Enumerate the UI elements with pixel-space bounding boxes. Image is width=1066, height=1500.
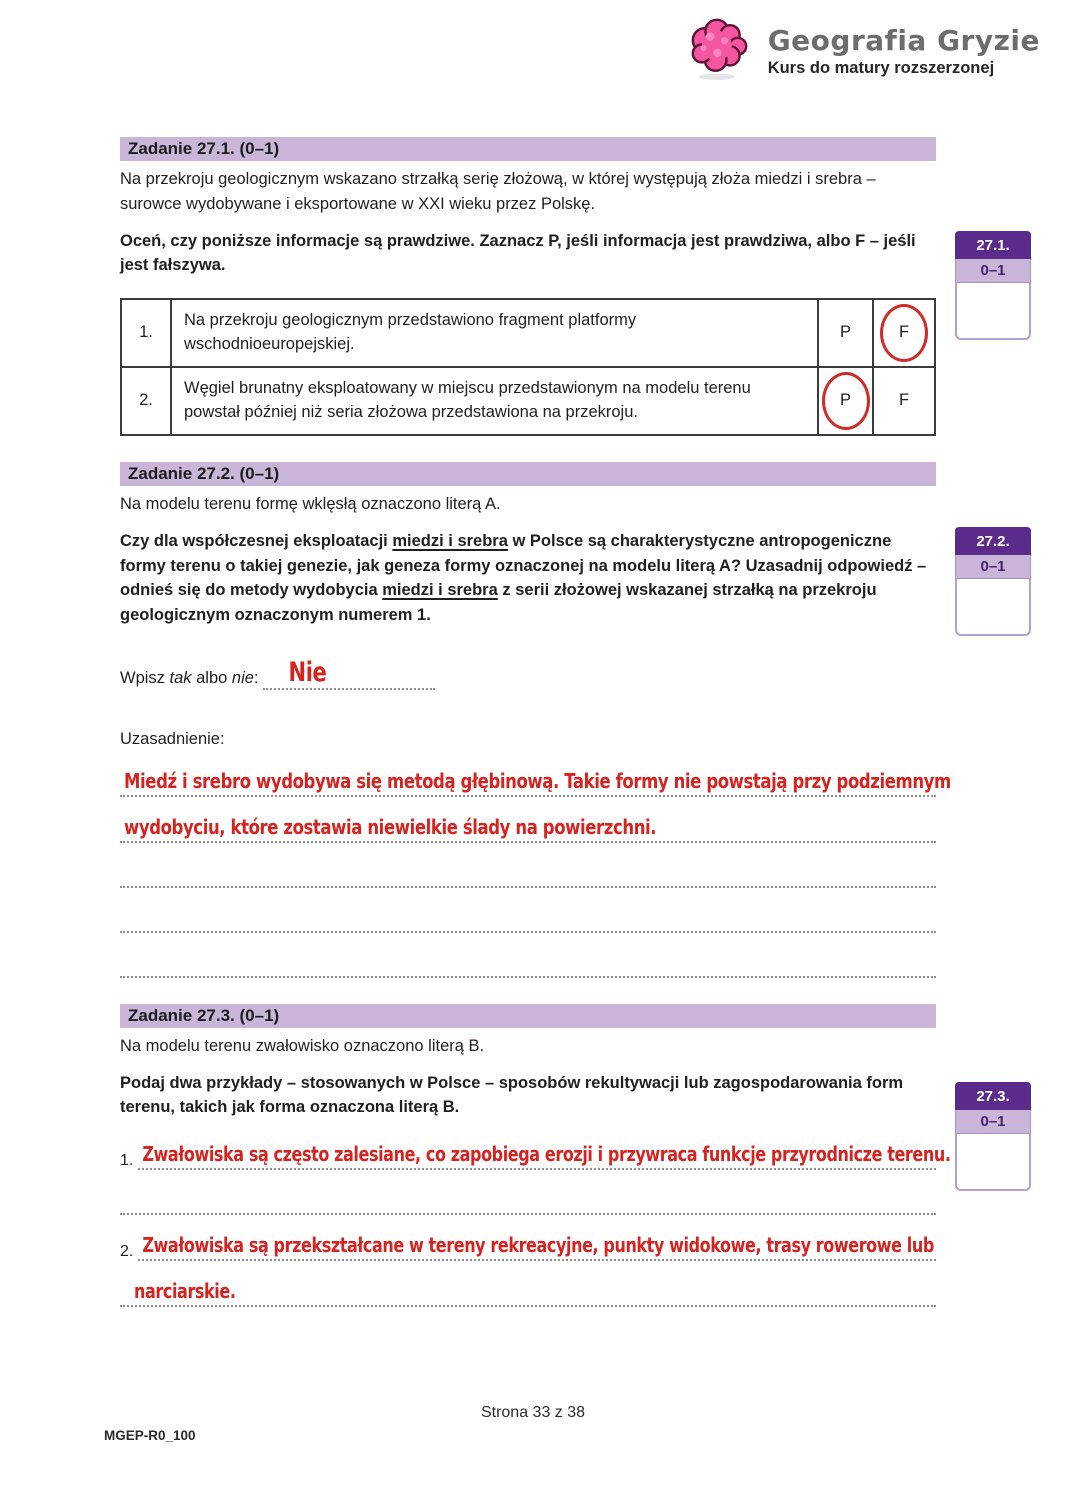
score-box-points: 0–1 [955, 555, 1031, 578]
prompt-text: z serii złożowej wskazanej strzałką na przekroju geologicznym oznaczonym numerem 1. [120, 581, 877, 624]
answer-1-line-2[interactable] [120, 1170, 936, 1215]
task-27-2-intro: Na modelu terenu formę wklęsłą oznaczono literą A. [120, 495, 501, 513]
empty-answer-line[interactable] [120, 843, 936, 888]
page-number: Strona 33 z 38 [480, 1404, 586, 1421]
score-box-27-3 [955, 1082, 1031, 1191]
prompt-underlined: miedzi i srebra [382, 581, 498, 600]
statement-text: Na przekroju geologicznym przedstawiono fragment platformy wschodnioeuropejskiej. [171, 299, 818, 367]
task-27-3-header: Zadanie 27.3. (0–1) [120, 1004, 936, 1028]
task-27-1-prompt: Oceń, czy poniższe informacje są prawdziwe. Zaznacz P, jeśli informacja jest prawdziwa, albo F – jeśli jest fałszywa. [120, 231, 916, 275]
task-27-3-intro: Na modelu terenu zwałowisko oznaczono literą B. [120, 1036, 485, 1055]
prompt-text: w Polsce są charakterystyczne antropogeniczne formy terenu o takiej genezie, jak geneza formy oznaczonej na modelu literą A? Uzasadnij odpowiedź – odnieś się do metody wydobycia [120, 531, 927, 600]
empty-answer-line[interactable] [120, 888, 936, 933]
row-number: 1. [121, 299, 171, 367]
justification-line-1[interactable] [120, 751, 951, 797]
answer-number: 1. [120, 1152, 134, 1170]
task-27-2-header: Zadanie 27.2. (0–1) [120, 462, 936, 486]
brand-title: Geografia Gryzie [767, 23, 1040, 57]
true-false-table [120, 298, 936, 436]
choice-f-row1[interactable]: F [873, 299, 935, 367]
table-row [121, 299, 935, 367]
score-box-label: 27.2. [955, 527, 1031, 555]
answer-2-line-1[interactable] [120, 1215, 936, 1261]
answer-1-line-1[interactable] [120, 1124, 951, 1170]
brain-icon [682, 14, 754, 87]
score-box-points: 0–1 [955, 1110, 1031, 1133]
prompt-text: Czy dla współczesnej eksploatacji [120, 531, 393, 550]
handwritten-answer-2: Zwałowiska są przekształcane w tereny rekreacyjne, punkty widokowe, trasy rowerowe lub [142, 1233, 934, 1257]
task-27-3-prompt: Podaj dwa przykłady – stosowanych w Polsce – sposobów rekultywacji lub zagospodarowania form terenu, takich jak forma oznaczona literą B. [120, 1073, 904, 1117]
choice-p-row2[interactable]: P [818, 367, 873, 435]
row-number: 2. [121, 367, 171, 435]
score-box-empty-field [955, 1133, 1031, 1191]
content-column [120, 137, 951, 1307]
statement-text: Węgiel brunatny eksploatowany w miejscu przedstawionym na modelu terenu powstał później niż seria złożowa przedstawiona na przekroju. [171, 367, 818, 435]
score-box-27-1 [955, 231, 1031, 340]
task-27-1-header: Zadanie 27.1. (0–1) [120, 137, 936, 161]
choice-p-row1[interactable]: P [818, 299, 873, 367]
handwritten-answer-2-cont: narciarskie. [134, 1279, 236, 1303]
yes-no-label: Wpisz tak albo nie: [120, 668, 259, 687]
score-box-label: 27.1. [955, 231, 1031, 259]
yes-no-field-row [120, 658, 936, 690]
document-code: MGEP-R0_100 [104, 1428, 196, 1443]
answer-number: 2. [120, 1243, 134, 1261]
brand-subtitle: Kurs do matury rozszerzonej [767, 58, 995, 77]
justification-line-2[interactable] [120, 797, 936, 843]
justification-label: Uzasadnienie: [120, 729, 225, 748]
answer-2-line-2[interactable] [120, 1261, 936, 1307]
score-box-label: 27.3. [955, 1082, 1031, 1110]
brand-logo [682, 14, 1040, 87]
handwritten-justification-2: wydobyciu, które zostawia niewielkie ślady na powierzchni. [124, 815, 657, 839]
task-27-2-prompt [120, 529, 936, 628]
handwritten-yes-no: Nie [288, 656, 327, 687]
empty-answer-line[interactable] [120, 933, 936, 978]
handwritten-answer-1: Zwałowiska są często zalesiane, co zapobiega erozji i przywraca funkcje przyrodnicze terenu. [142, 1142, 951, 1166]
table-row [121, 367, 935, 435]
task-27-1-intro: Na przekroju geologicznym wskazano strzałką serię złożową, w której występują złoża miedzi i srebra – surowce wydobywane i eksportowane w XXI wieku przez Polskę. [120, 170, 876, 213]
yes-no-answer-line[interactable] [263, 656, 435, 690]
choice-f-row2[interactable]: F [873, 367, 935, 435]
prompt-underlined: miedzi i srebra [392, 531, 508, 550]
handwritten-justification-1: Miedź i srebro wydobywa się metodą głębinową. Takie formy nie powstają przy podziemnym [124, 769, 951, 793]
score-box-empty-field [955, 578, 1031, 636]
score-box-empty-field [955, 282, 1031, 340]
score-box-points: 0–1 [955, 259, 1031, 282]
score-box-27-2 [955, 527, 1031, 636]
